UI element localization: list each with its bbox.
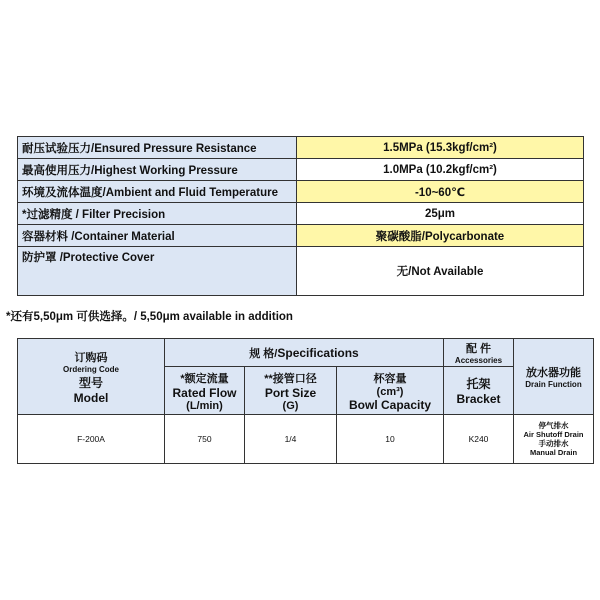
spec-label: 容器材料 /Container Material [18,225,297,247]
spec-row-temperature [18,181,584,203]
bracket-cell: K240 [444,415,514,464]
order-header-row-1 [18,339,594,367]
model-cell: F-200A [18,415,165,464]
specifications-table [17,136,584,296]
spec-row-pressure-resistance [18,137,584,159]
drain-function-cell: 停气排水 Air Shutoff Drain 手动排水 Manual Drain [514,415,594,464]
rated-flow-cell: 750 [165,415,245,464]
spec-row-filter-precision [18,203,584,225]
specifications-header: 规 格/Specifications [165,339,444,367]
spec-row-working-pressure [18,159,584,181]
bracket-header: 托架 Bracket [444,367,514,415]
bowl-capacity-header: 杯容量 (cm³) Bowl Capacity [337,367,444,415]
spec-row-protective-cover [18,247,584,296]
ordering-code-header: 订购码 Ordering Code 型号 Model [18,339,165,415]
spec-value: 1.5MPa (15.3kgf/cm²) [297,137,584,159]
spec-label: 耐压试验压力/Ensured Pressure Resistance [18,137,297,159]
availability-note: *还有5,50μm 可供选择。/ 5,50μm available in addition [6,311,293,323]
spec-value: 聚碳酸脂/Polycarbonate [297,225,584,247]
bowl-capacity-cell: 10 [337,415,444,464]
spec-value: 无/Not Available [297,247,584,296]
spec-label: 防护罩 /Protective Cover [18,247,297,296]
spec-value: -10~60℃ [297,181,584,203]
drain-function-header: 放水器功能 Drain Function [514,339,594,415]
spec-value: 1.0MPa (10.2kgf/cm²) [297,159,584,181]
spec-label: *过滤精度 / Filter Precision [18,203,297,225]
spec-value: 25μm [297,203,584,225]
spec-label: 环境及流体温度/Ambient and Fluid Temperature [18,181,297,203]
ordering-table [17,338,594,464]
port-size-cell: 1/4 [245,415,337,464]
rated-flow-header: *额定流量 Rated Flow (L/min) [165,367,245,415]
table-row [18,415,594,464]
spec-label: 最高使用压力/Highest Working Pressure [18,159,297,181]
port-size-header: **接管口径 Port Size (G) [245,367,337,415]
spec-row-container-material [18,225,584,247]
accessories-header: 配 件 Accessories [444,339,514,367]
